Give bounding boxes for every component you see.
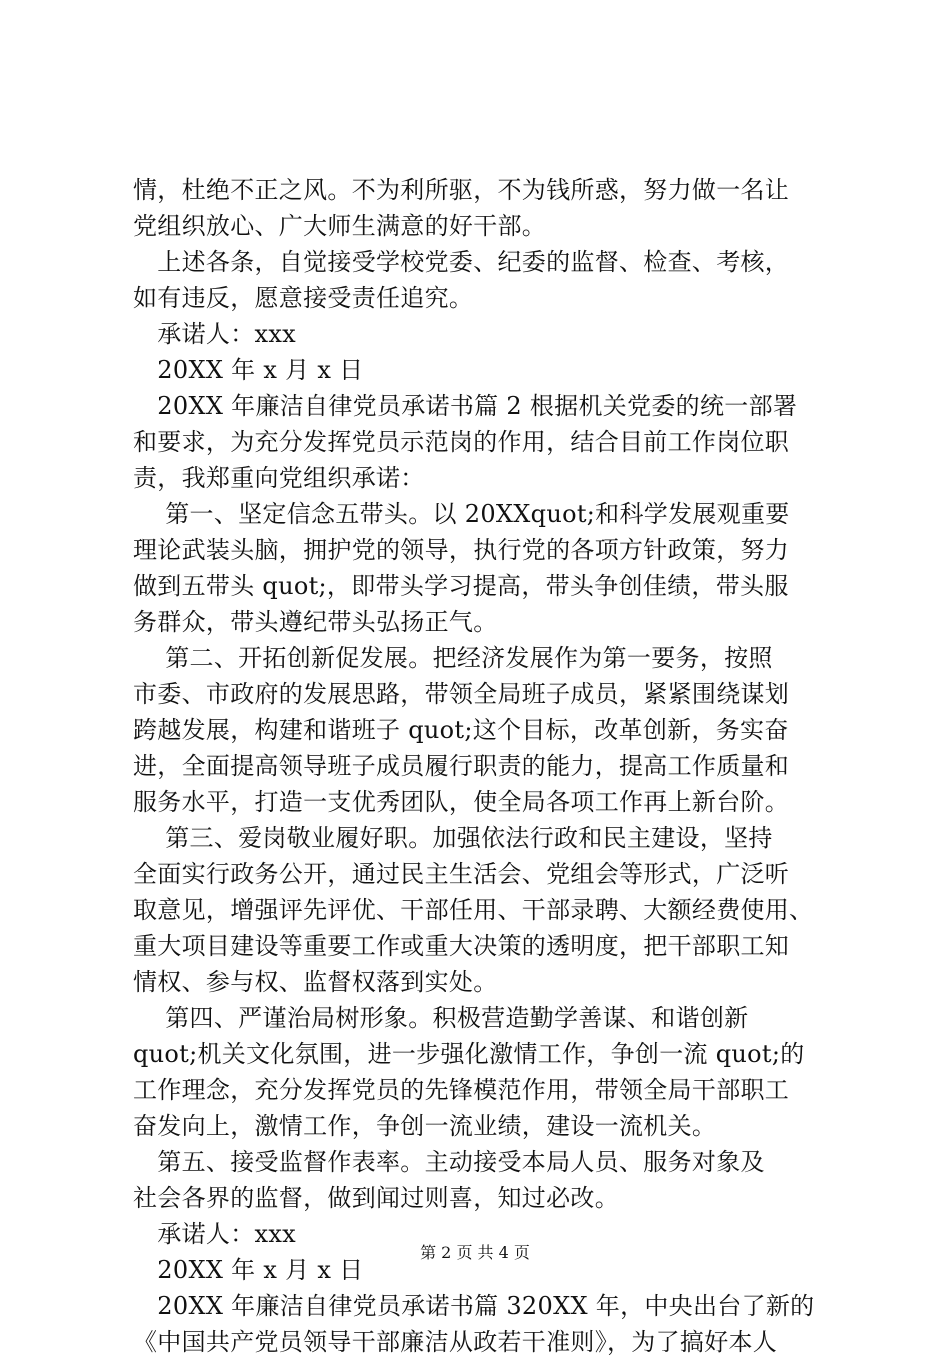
text-line: 做到五带头 quot;，即带头学习提高，带头争创佳绩，带头服 (133, 572, 789, 600)
text-line: 20XX 年 x 月 x 日 (133, 356, 364, 384)
text-line: 情权、参与权、监督权落到实处。 (133, 968, 498, 996)
text-line: 承诺人：xxx (133, 1220, 297, 1248)
text-line: 服务水平，打造一支优秀团队，使全局各项工作再上新台阶。 (133, 788, 790, 816)
document-body (133, 172, 833, 1360)
text-line: 取意见，增强评先评优、干部任用、干部录聘、大额经费使用、 (133, 896, 814, 924)
text-line: 第五、接受监督作表率。主动接受本局人员、服务对象及 (133, 1148, 765, 1176)
text-line: 第四、严谨治局树形象。积极营造勤学善谋、和谐创新 (133, 1004, 749, 1032)
text-line: 责，我郑重向党组织承诺： (133, 464, 425, 492)
text-line: 理论武装头脑，拥护党的领导，执行党的各项方针政策，努力 (133, 536, 790, 564)
text-line: 市委、市政府的发展思路，带领全局班子成员，紧紧围绕谋划 (133, 680, 790, 708)
text-line: 第三、爱岗敬业履好职。加强依法行政和民主建设，坚持 (133, 824, 773, 852)
text-line: 和要求，为充分发挥党员示范岗的作用，结合目前工作岗位职 (133, 428, 790, 456)
text-line: 20XX 年 x 月 x 日 (133, 1256, 364, 1284)
text-line: 跨越发展，构建和谐班子 quot;这个目标，改革创新，务实奋 (133, 716, 789, 744)
text-line: 工作理念，充分发挥党员的先锋模范作用，带领全局干部职工 (133, 1076, 790, 1104)
text-line: 《中国共产党员领导干部廉洁从政若干准则》，为了搞好本人 (133, 1328, 778, 1356)
text-line: 党组织放心、广大师生满意的好干部。 (133, 212, 547, 240)
text-line: quot;机关文化氛围，进一步强化激情工作，争创一流 quot;的 (133, 1040, 805, 1068)
text-line: 第二、开拓创新促发展。把经济发展作为第一要务，按照 (133, 644, 773, 672)
text-line: 重大项目建设等重要工作或重大决策的透明度，把干部职工知 (133, 932, 790, 960)
text-line: 如有违反，愿意接受责任追究。 (133, 284, 474, 312)
text-line: 社会各界的监督，做到闻过则喜，知过必改。 (133, 1184, 619, 1212)
text-line: 第一、坚定信念五带头。以 20XXquot;和科学发展观重要 (133, 500, 790, 528)
text-line: 全面实行政务公开，通过民主生活会、党组会等形式，广泛听 (133, 860, 790, 888)
text-line: 上述各条，自觉接受学校党委、纪委的监督、检查、考核， (133, 248, 790, 276)
text-line: 20XX 年廉洁自律党员承诺书篇 2 根据机关党委的统一部署 (133, 392, 798, 420)
page-footer: 第 2 页 共 4 页 (420, 1243, 530, 1262)
text-line: 20XX 年廉洁自律党员承诺书篇 320XX 年，中央出台了新的 (133, 1292, 815, 1320)
text-line: 情，杜绝不正之风。不为利所驱，不为钱所惑，努力做一名让 (133, 176, 790, 204)
text-line: 奋发向上，激情工作，争创一流业绩，建设一流机关。 (133, 1112, 717, 1140)
text-line: 进，全面提高领导班子成员履行职责的能力，提高工作质量和 (133, 752, 790, 780)
text-line: 承诺人：xxx (133, 320, 297, 348)
text-line: 务群众，带头遵纪带头弘扬正气。 (133, 608, 498, 636)
